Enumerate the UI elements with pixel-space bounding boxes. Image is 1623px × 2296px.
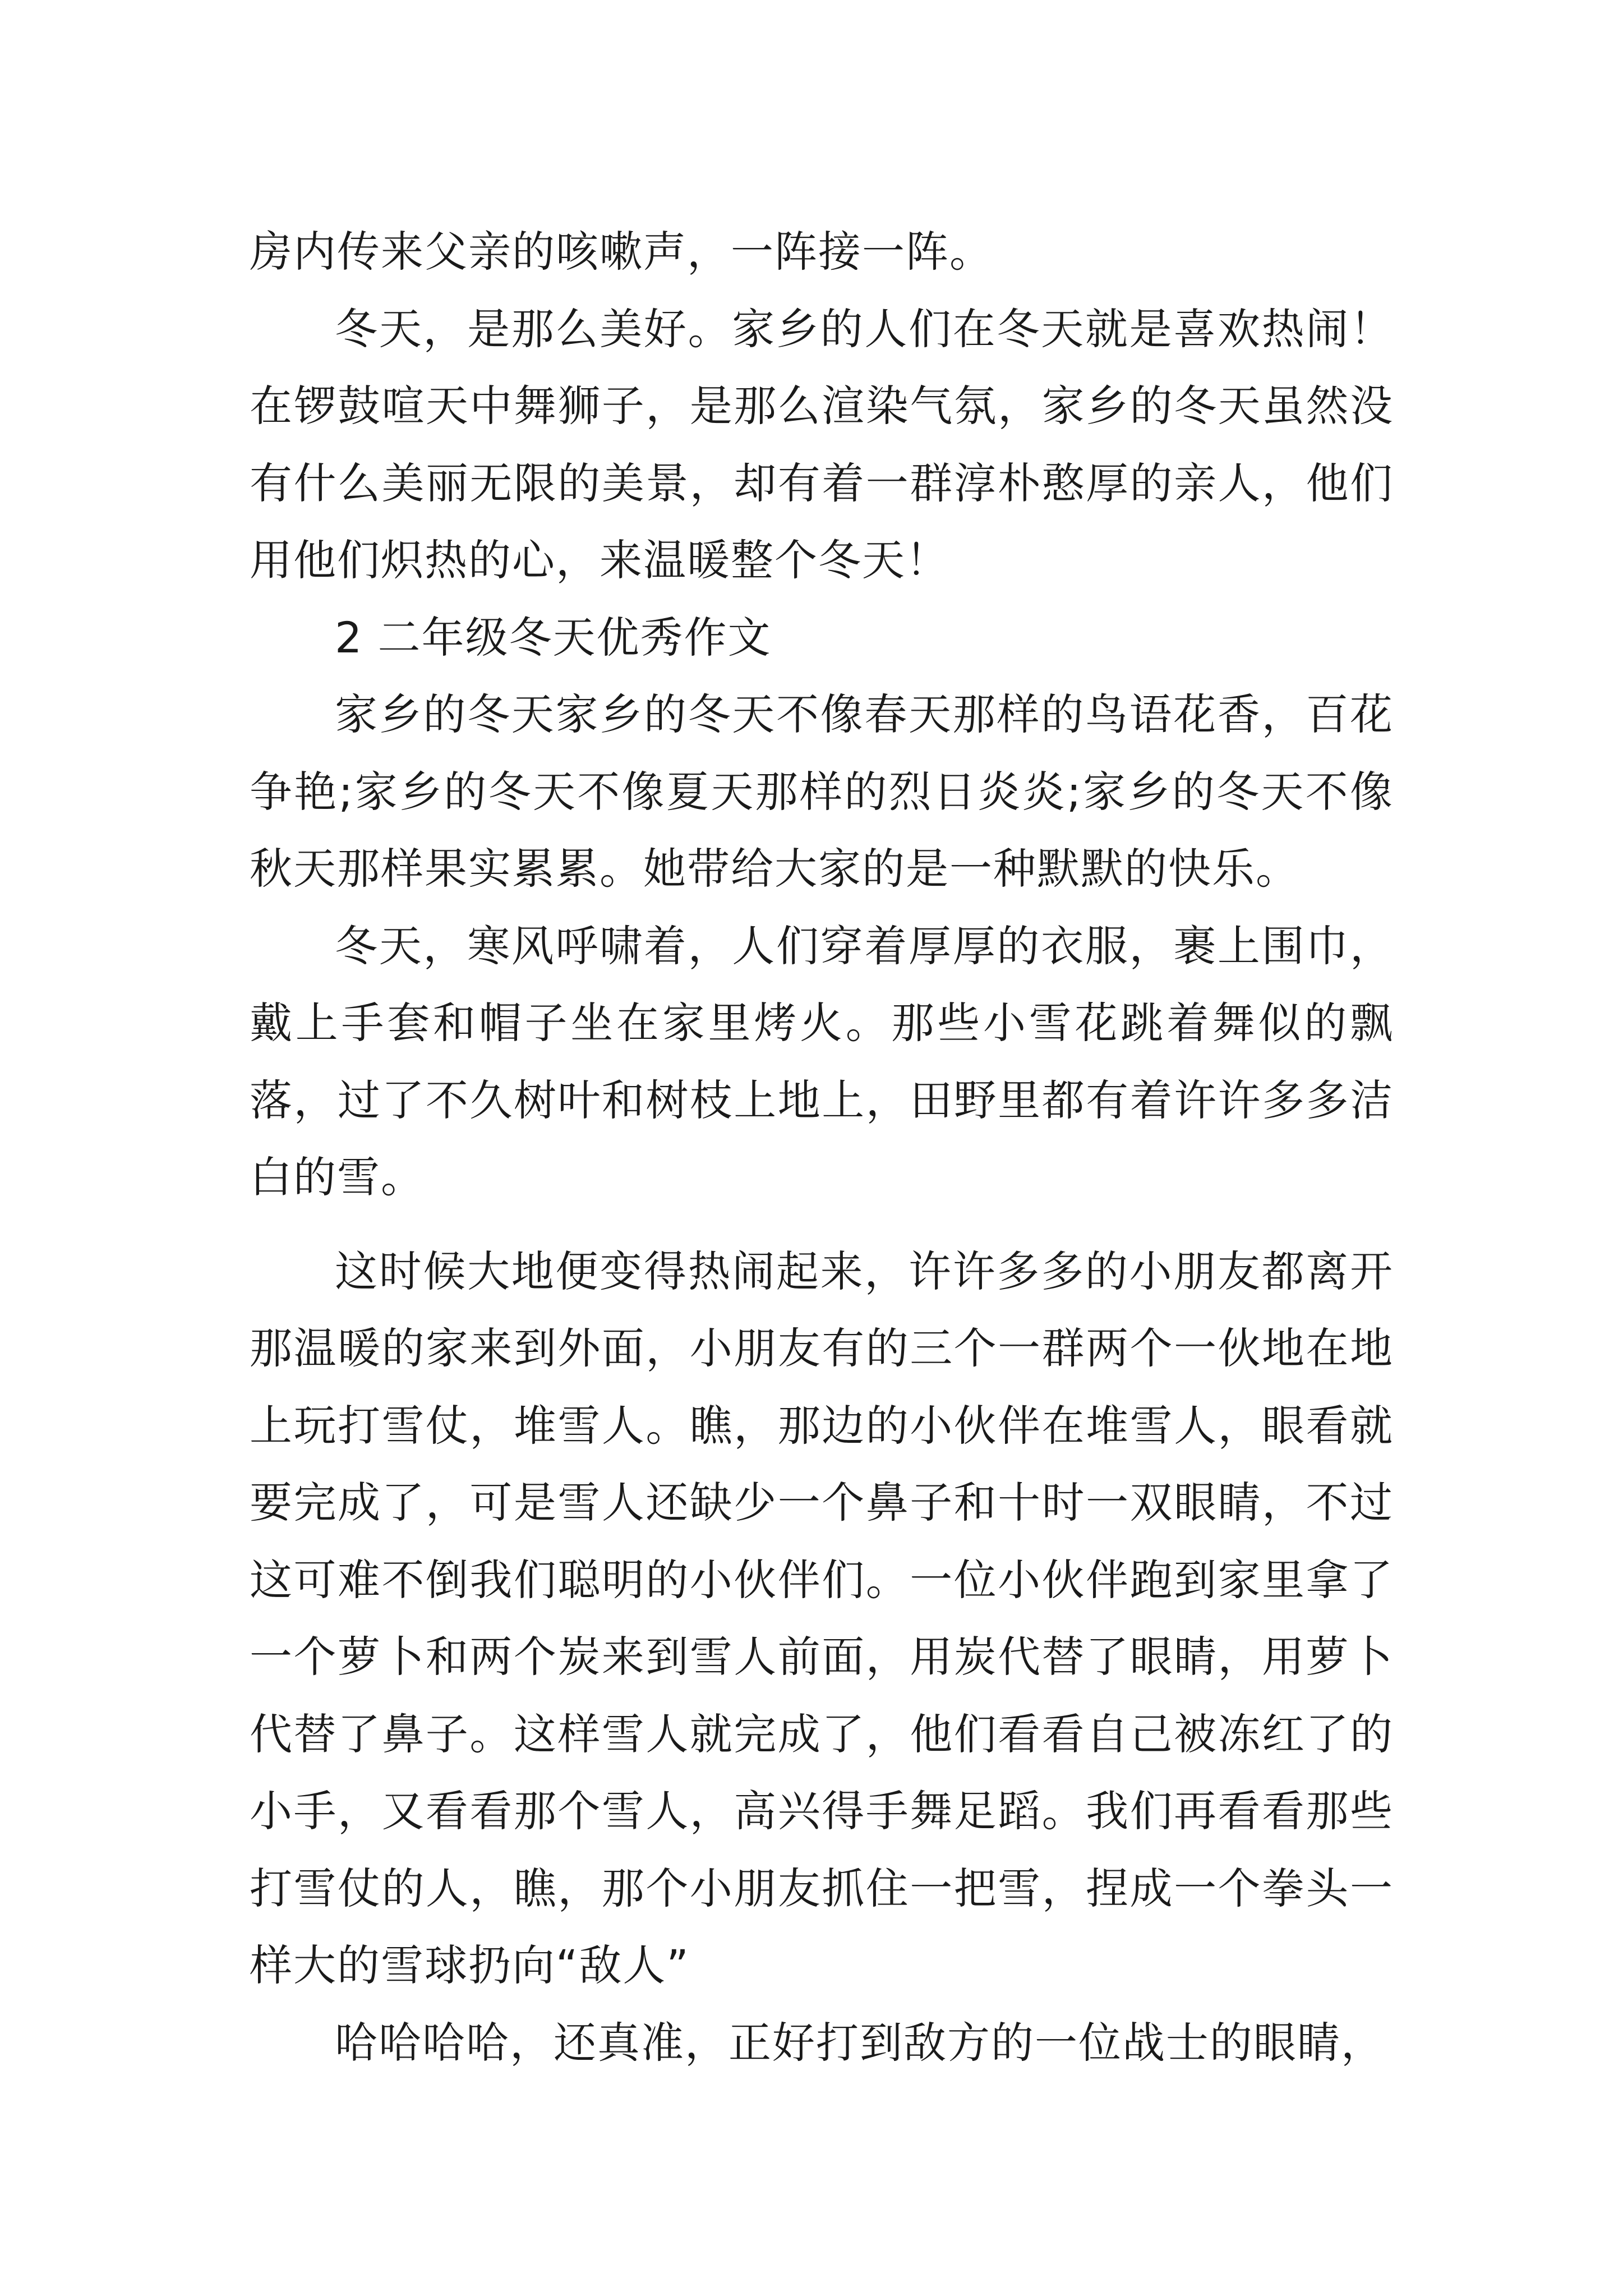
paragraph-3: 家乡的冬天家乡的冬天不像春天那样的鸟语花香，百花争艳;家乡的冬天不像夏天那样的烈日炎炎;家乡的冬天不像秋天那样果实累累。她带给大家的是一种默默的快乐。 [250,689,1394,894]
paragraph-2: 冬天，是那么美好。家乡的人们在冬天就是喜欢热闹！在锣鼓喧天中舞狮子，是那么渲染气氛，家乡的冬天虽然没有什么美丽无限的美景，却有着一群淳朴憨厚的亲人，他们用他们炽热的心，来温暖整个冬天！ [250,303,1394,585]
paragraph-4: 冬天，寒风呼啸着，人们穿着厚厚的衣服，裹上围巾，戴上手套和帽子坐在家里烤火。那些小雪花跳着舞似的飘落，过了不久树叶和树枝上地上，田野里都有着许许多多洁白的雪。 [250,921,1394,1202]
section-heading: 2 二年级冬天优秀作文 [335,612,772,662]
paragraph-1: 房内传来父亲的咳嗽声，一阵接一阵。 [250,227,993,277]
paragraph-5: 这时候大地便变得热闹起来，许许多多的小朋友都离开那温暖的家来到外面，小朋友有的三个一群两个一伙地在地上玩打雪仗，堆雪人。瞧，那边的小伙伴在堆雪人，眼看就要完成了，可是雪人还缺少一个鼻子和十时一双眼睛，不过这可难不倒我们聪明的小伙伴们。一位小伙伴跑到家里拿了一个萝卜和两个炭来到雪人前面，用炭代替了眼睛，用萝卜代替了鼻子。这样雪人就完成了，他们看看自己被冻红了的小手，又看看那个雪人，高兴得手舞足蹈。我们再看看那些打雪仗的人，瞧，那个小朋友抓住一把雪，捏成一个拳头一样大的雪球扔向“敌人” [250,1246,1394,1990]
document-page [250,213,1394,2081]
paragraph-6: 哈哈哈哈，还真准，正好打到敌方的一位战士的眼睛， [335,2017,1385,2068]
